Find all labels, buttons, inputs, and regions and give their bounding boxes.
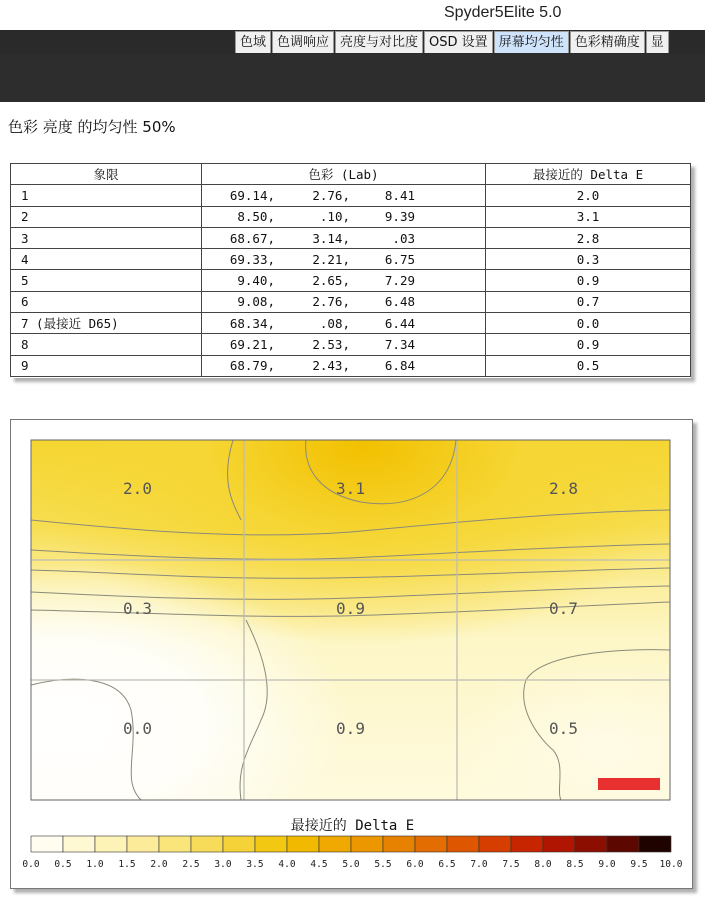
colorbar-segment (607, 836, 639, 852)
title-bar (0, 0, 705, 30)
lab-a-value: 2.76, (312, 187, 350, 203)
col-header-quadrant: 象限 (11, 164, 202, 185)
lab-l-value: 8.50, (237, 209, 275, 225)
lab-b-value: 6.84 (384, 358, 415, 374)
lab-cell (202, 206, 486, 227)
colorbar-tick-label: 3.0 (214, 859, 232, 870)
lab-l-value: 68.67, (229, 230, 275, 246)
quadrant-cell: 3 (11, 227, 202, 248)
lab-a-value: 2.76, (312, 294, 350, 310)
colorbar-segment (127, 836, 159, 852)
lab-l-value: 69.33, (229, 251, 275, 267)
tab-3[interactable]: OSD 设置 (424, 31, 493, 53)
lab-cell (202, 270, 486, 291)
quadrant-cell: 6 (11, 291, 202, 312)
colorbar-segment (287, 836, 319, 852)
lab-a-value: 3.14, (312, 230, 350, 246)
heatmap-cell-label: 0.3 (123, 599, 152, 618)
quadrant-cell: 5 (11, 270, 202, 291)
heatmap-cell-label: 2.8 (549, 479, 578, 498)
colorbar-segment (63, 836, 95, 852)
colorbar-tick-label: 1.5 (118, 859, 136, 870)
lab-cell (202, 334, 486, 355)
table-row (11, 334, 691, 355)
lab-a-value: .10, (319, 209, 350, 225)
table-row (11, 313, 691, 334)
delta-e-cell: 0.9 (486, 270, 691, 291)
tab-bar (0, 30, 705, 54)
lab-cell (202, 249, 486, 270)
quadrant-cell: 7 (最接近 D65) (11, 313, 202, 334)
colorbar-segment (479, 836, 511, 852)
lab-l-value: 9.40, (237, 273, 275, 289)
lab-l-value: 9.08, (237, 294, 275, 310)
lab-b-value: 7.34 (384, 337, 415, 353)
heatmap-cell-label: 0.9 (336, 719, 365, 738)
colorbar-segment (639, 836, 671, 852)
colorbar-segment (383, 836, 415, 852)
delta-e-cell: 0.5 (486, 355, 691, 376)
colorbar (22, 836, 682, 870)
heatmap-cell-label: 0.5 (549, 719, 578, 738)
lab-cell (202, 291, 486, 312)
quadrant-cell: 1 (11, 185, 202, 206)
colorbar-tick-label: 10.0 (659, 859, 683, 870)
lab-cell (202, 227, 486, 248)
colorbar-tick-label: 9.0 (598, 859, 616, 870)
lab-b-value: 6.75 (384, 251, 415, 267)
quadrant-cell: 9 (11, 355, 202, 376)
table-row (11, 185, 691, 206)
delta-e-cell: 2.0 (486, 185, 691, 206)
uniformity-table (10, 163, 691, 377)
lab-cell (202, 185, 486, 206)
colorbar-tick-label: 7.5 (502, 859, 520, 870)
heatmap-cell-label: 0.9 (336, 599, 365, 618)
table-row (11, 355, 691, 376)
colorbar-tick-label: 3.5 (246, 859, 264, 870)
colorbar-tick-label: 8.0 (534, 859, 552, 870)
lab-l-value: 68.79, (229, 358, 275, 374)
tab-5[interactable]: 色彩精确度 (570, 31, 645, 53)
colorbar-segment (159, 836, 191, 852)
delta-e-cell: 2.8 (486, 227, 691, 248)
colorbar-tick-label: 8.5 (566, 859, 584, 870)
lab-b-value: 7.29 (384, 273, 415, 289)
lab-a-value: 2.53, (312, 337, 350, 353)
colorbar-segment (319, 836, 351, 852)
colorbar-tick-label: 2.0 (150, 859, 168, 870)
lab-l-value: 69.21, (229, 337, 275, 353)
table-row (11, 206, 691, 227)
colorbar-tick-label: 0.0 (22, 859, 40, 870)
colorbar-segment (447, 836, 479, 852)
heatmap-cell-label: 2.0 (123, 479, 152, 498)
colorbar-segment (351, 836, 383, 852)
delta-e-cell: 0.0 (486, 313, 691, 334)
colorbar-segment (255, 836, 287, 852)
delta-e-cell: 0.7 (486, 291, 691, 312)
colorbar-tick-label: 6.5 (438, 859, 456, 870)
table-row (11, 291, 691, 312)
colorbar-segment (191, 836, 223, 852)
delta-e-cell: 0.9 (486, 334, 691, 355)
table-row (11, 249, 691, 270)
lab-b-value: .03 (392, 230, 415, 246)
tabs (235, 31, 670, 53)
colorbar-tick-label: 9.5 (630, 859, 648, 870)
tab-4[interactable]: 屏幕均匀性 (494, 31, 569, 53)
col-header-delta-e: 最接近的 Delta E (486, 164, 691, 185)
lab-cell (202, 313, 486, 334)
quadrant-cell: 2 (11, 206, 202, 227)
app-title: Spyder5Elite 5.0 (444, 4, 562, 21)
quadrant-cell: 4 (11, 249, 202, 270)
colorbar-tick-label: 0.5 (54, 859, 72, 870)
lab-b-value: 6.48 (384, 294, 415, 310)
uniformity-table-panel (10, 163, 691, 378)
heatmap-cell-label: 3.1 (336, 479, 365, 498)
table-row (11, 270, 691, 291)
lab-a-value: 2.21, (312, 251, 350, 267)
lab-cell (202, 355, 486, 376)
colorbar-segment (223, 836, 255, 852)
lab-b-value: 9.39 (384, 209, 415, 225)
heatmap-cell-label: 0.0 (123, 719, 152, 738)
tab-1[interactable]: 色调响应 (272, 31, 334, 53)
tab-2[interactable]: 亮度与对比度 (335, 31, 423, 53)
page-title: 色彩 亮度 的均匀性 50% (8, 118, 176, 136)
watermark-bar (598, 778, 660, 790)
colorbar-segment (511, 836, 543, 852)
lab-l-value: 68.34, (229, 315, 275, 331)
table-row (11, 227, 691, 248)
colorbar-segment (575, 836, 607, 852)
toolbar-area (0, 54, 705, 102)
col-header-lab: 色彩 (Lab) (202, 164, 486, 185)
table-header-row (11, 164, 691, 185)
lab-l-value: 69.14, (229, 187, 275, 203)
delta-e-cell: 0.3 (486, 249, 691, 270)
colorbar-segment (543, 836, 575, 852)
colorbar-segment (415, 836, 447, 852)
colorbar-tick-label: 1.0 (86, 859, 104, 870)
colorbar-tick-label: 7.0 (470, 859, 488, 870)
lab-b-value: 6.44 (384, 315, 415, 331)
quadrant-cell: 8 (11, 334, 202, 355)
tab-6[interactable]: 显 (646, 31, 669, 53)
heatmap-cell-label: 0.7 (549, 599, 578, 618)
lab-b-value: 8.41 (384, 187, 415, 203)
colorbar-tick-label: 6.0 (406, 859, 424, 870)
lab-a-value: .08, (319, 315, 350, 331)
colorbar-segment (31, 836, 63, 852)
colorbar-tick-label: 5.0 (342, 859, 360, 870)
colorbar-segment (95, 836, 127, 852)
colorbar-tick-label: 5.5 (374, 859, 392, 870)
colorbar-tick-label: 2.5 (182, 859, 200, 870)
lab-a-value: 2.43, (312, 358, 350, 374)
lab-a-value: 2.65, (312, 273, 350, 289)
colorbar-tick-label: 4.5 (310, 859, 328, 870)
tab-0[interactable]: 色域 (235, 31, 271, 53)
colorbar-tick-label: 4.0 (278, 859, 296, 870)
colorbar-title: 最接近的 Delta E (290, 818, 415, 834)
delta-e-cell: 3.1 (486, 206, 691, 227)
heatmap-plot (31, 440, 670, 800)
